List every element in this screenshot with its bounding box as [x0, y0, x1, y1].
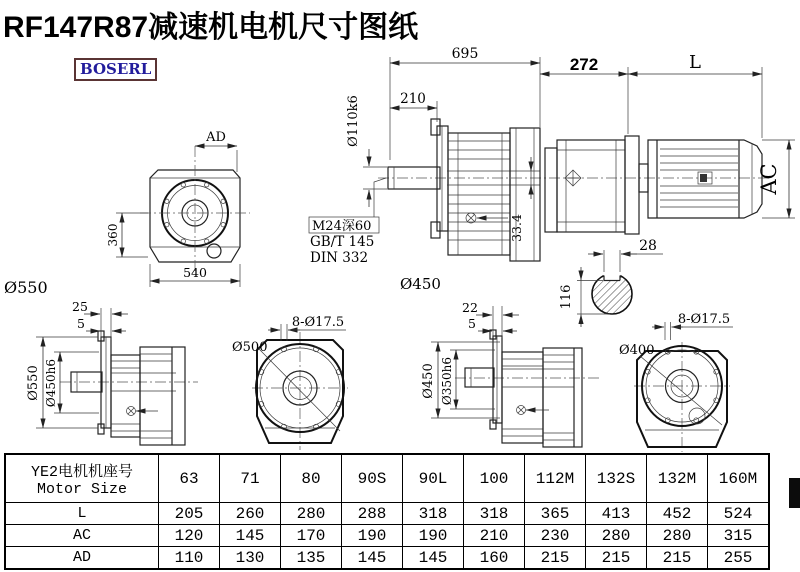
column-header: 90L — [403, 454, 464, 503]
note-gbt-label: GB/T 145 — [310, 234, 375, 250]
value-cell: 280 — [647, 525, 708, 547]
dim-450-side-label: Ø450 — [421, 363, 436, 399]
dim-350h6-label: Ø350h6 — [440, 356, 454, 406]
gearbox-front-view — [4, 130, 250, 297]
value-cell: 145 — [342, 547, 403, 570]
value-cell: 280 — [281, 503, 342, 525]
value-cell: 145 — [403, 547, 464, 570]
value-cell: 260 — [220, 503, 281, 525]
flange-front-view-a — [232, 315, 348, 450]
dim-5a-label: 5 — [77, 316, 85, 331]
brand-logo: BOSERL — [74, 58, 157, 81]
dim-110k6-label: Ø110k6 — [346, 95, 361, 147]
shaft-cross-section — [559, 238, 663, 327]
dim-540-label: 540 — [183, 265, 207, 280]
motor-size-header-en: Motor Size — [36, 480, 127, 498]
column-header: 100 — [464, 454, 525, 503]
value-cell: 318 — [403, 503, 464, 525]
output-shaft-side-view-b — [421, 300, 600, 447]
motor-size-header — [5, 454, 159, 503]
dim-450h6-label: Ø450h6 — [44, 358, 58, 408]
value-cell: 215 — [525, 547, 586, 570]
value-cell: 452 — [647, 503, 708, 525]
value-cell: 413 — [586, 503, 647, 525]
column-header: 112M — [525, 454, 586, 503]
value-cell: 205 — [159, 503, 220, 525]
dim-5b-label: 5 — [468, 316, 476, 331]
flange-front-view-b — [619, 312, 733, 452]
value-cell: 288 — [342, 503, 403, 525]
value-cell: 145 — [220, 525, 281, 547]
dim-AC-label: AC — [757, 163, 781, 195]
edge-artifact — [789, 478, 800, 508]
value-cell: 215 — [586, 547, 647, 570]
dim-500-label: Ø500 — [232, 340, 268, 355]
dim-25-label: 25 — [72, 299, 88, 314]
row-label: AC — [5, 525, 159, 547]
value-cell: 230 — [525, 525, 586, 547]
dim-360-label: 360 — [106, 223, 120, 247]
value-cell: 110 — [159, 547, 220, 570]
value-cell: 524 — [708, 503, 770, 525]
note-m24-label: M24深60 — [312, 219, 372, 234]
column-header: 80 — [281, 454, 342, 503]
motor-size-table — [4, 453, 770, 570]
value-cell: 190 — [403, 525, 464, 547]
value-cell: 215 — [647, 547, 708, 570]
dim-334-label: 33.4 — [509, 214, 524, 242]
column-header: 132S — [586, 454, 647, 503]
row-label: AD — [5, 547, 159, 570]
value-cell: 160 — [464, 547, 525, 570]
dim-116-label: 116 — [559, 284, 574, 310]
output-shaft-side-view-a — [26, 299, 198, 445]
holes-b-label: 8-Ø17.5 — [677, 312, 731, 327]
value-cell: 318 — [464, 503, 525, 525]
value-cell: 120 — [159, 525, 220, 547]
dim-ad-label: AD — [206, 130, 226, 145]
dim-400-label: Ø400 — [619, 343, 655, 358]
dim-450-label: Ø450 — [400, 275, 441, 293]
gearbox-side-view — [309, 46, 772, 293]
column-header: 63 — [159, 454, 220, 503]
column-header: 160M — [708, 454, 770, 503]
column-header: 71 — [220, 454, 281, 503]
note-din-label: DIN 332 — [310, 250, 369, 266]
column-header: 132M — [647, 454, 708, 503]
value-cell: 210 — [464, 525, 525, 547]
value-cell: 135 — [281, 547, 342, 570]
value-cell: 315 — [708, 525, 770, 547]
motor-size-header-cn: YE2电机机座号 — [30, 463, 133, 481]
dim-L-label: L — [689, 52, 701, 73]
dim-550-label: Ø550 — [4, 278, 48, 297]
dim-28-label: 28 — [639, 238, 657, 254]
value-cell: 280 — [586, 525, 647, 547]
value-cell: 255 — [708, 547, 770, 570]
page-title: RF147R87减速机电机尺寸图纸 — [3, 11, 419, 44]
column-header: 90S — [342, 454, 403, 503]
value-cell: 170 — [281, 525, 342, 547]
dim-695-label: 695 — [451, 46, 479, 62]
motor-side-view — [540, 52, 795, 234]
value-cell: 130 — [220, 547, 281, 570]
dim-550-side-label: Ø550 — [26, 365, 41, 401]
holes-a-label: 8-Ø17.5 — [291, 315, 345, 330]
dim-272-label: 272 — [569, 55, 599, 74]
row-label: L — [5, 503, 159, 525]
value-cell: 365 — [525, 503, 586, 525]
dim-210-label: 210 — [400, 91, 426, 107]
dim-22-label: 22 — [462, 300, 478, 315]
value-cell: 190 — [342, 525, 403, 547]
